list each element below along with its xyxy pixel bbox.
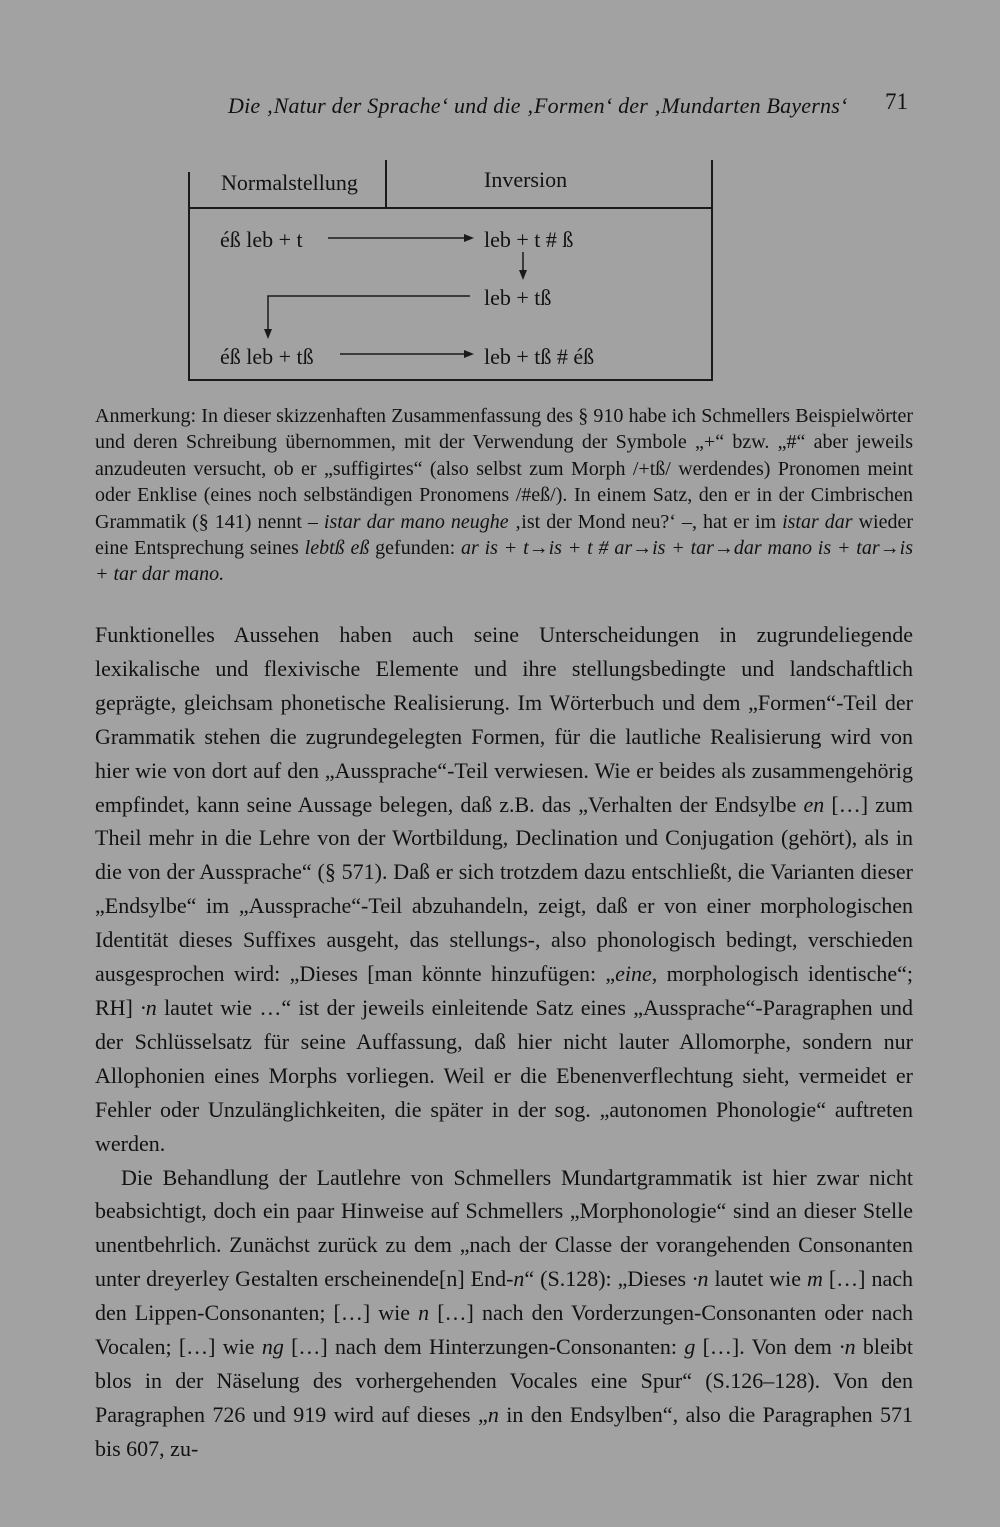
arrow-return-left xyxy=(264,296,470,339)
column-header-normalstellung: Normalstellung xyxy=(221,170,358,195)
italic-term: m xyxy=(807,1266,823,1292)
italic-term: n xyxy=(418,1300,430,1326)
paragraph-text: […] zum Theil mehr in die Lehre von der Wortbildung, Declination und Conjugation (gehört), als in die von der Aussprache“ (§ 571). Daß er sich trotzdem dazu entschließt, die Varianten dieser „Endsylbe“ im „Aussprache“-Teil abzuhandeln, zeigt, daß er von einer morphologischen Identität dieses Suffixes ausgeht, das stellungs-, also phonologisch bedingt, verschieden ausgesprochen wird: „Dieses [man könnte hinzufügen: „ xyxy=(95,791,914,987)
note-text: wieder eine Entsprechung seines xyxy=(95,510,914,560)
paragraph-text: Funktionelles Aussehen haben auch seine Unterscheidungen in zugrundeliegende lexikalische und flexivische Elemente und ihre stellungsbedingte und landschaftlich geprägte, gleichsam phonetische Realisierung. Im Wörterbuch und dem „Formen“-Teil der Grammatik stehen die zugrundegelegten Formen, für die lautliche Realisierung wird von hier wie von dort auf den „Aussprache“-Teil verwiesen. Wie er beides als zusammengehörig empfindet, kann seine Aussage belegen, daß z.B. das „Verhalten der Endsylbe xyxy=(95,622,913,817)
paragraph-text: lautet wie …“ ist der jeweils einleitende Satz eines „Aussprache“-Paragraphen und der Schlüsselsatz für seine Auffassung, daß hier nicht lauter Allomorphe, sondern nur Allophonien eines Morphs vorliegen. Weil er die Ebenenverflechtung sieht, vermeidet er Fehler oder Unzulänglichkeiten, die später in der sog. „autonomen Phonologie“ auftreten werden. xyxy=(95,994,914,1156)
paragraph-text: […] nach den Lippen-Consonanten; […] wie xyxy=(95,1266,913,1326)
paragraph-text: […]. Von dem xyxy=(695,1334,840,1360)
paragraph-text: Die Behandlung der Lautlehre von Schmellers Mundartgrammatik ist hier zwar nicht beabsichtigt, doch ein paar Hinweise auf Schmellers „Morphonologie“ sind an dieser Stelle unentbehrlich. Zunächst zurück zu dem „nach der Classe der vorangehenden Consonanten unter dreyerley Gestalten erscheinende[n] End- xyxy=(95,1164,913,1292)
row2-right-form: leb + tß xyxy=(484,285,552,310)
footnote-anmerkung xyxy=(95,403,913,588)
note-label: Anmerkung xyxy=(95,405,191,427)
paragraph-2 xyxy=(95,1161,913,1466)
note-example: ar is + t→is + t # ar→is + tar→dar mano is + tar→is + tar dar mano. xyxy=(95,537,913,586)
note-example: istar dar mano neughe xyxy=(323,510,509,533)
paragraph-text: bleibt blos in der Näselung des vorhergehenden Vocales eine Spur“ (S.126–128). Von den Paragraphen 726 und 919 wird auf dieses „ xyxy=(95,1334,914,1427)
italic-term: eine, xyxy=(615,961,658,987)
italic-term: en xyxy=(803,791,825,817)
italic-term: n xyxy=(487,1401,499,1427)
italic-term: ·n xyxy=(140,994,157,1020)
paragraph-text: […] nach den Vorderzungen-Consonanten oder nach Vocalen; […] wie xyxy=(95,1300,913,1360)
page-number: 71 xyxy=(885,89,908,114)
header-title: Die ‚Natur der Sprache‘ und die ‚Formen‘ der ‚Mundarten Bayerns‘ xyxy=(228,93,848,118)
note-text: gefunden: xyxy=(369,537,461,560)
row3-right-form: leb + tß # éß xyxy=(484,344,595,369)
arrow-down-inversion xyxy=(519,252,527,280)
italic-term: ·n xyxy=(691,1266,709,1292)
note-text: : In dieser skizzenhaften Zusammenfassung des § 910 habe ich Schmellers Beispielwörter und deren Schreibung übernommen, mit der Verwendung der Symbole „+“ bzw. „#“ aber jeweils anzudeuten versucht, ob er „suffigirtes“ (also selbst zum Morph /+tß/ werdendes) Pronomen meint oder Enklise (eines noch selbständigen Pronomens /#eß/). In einem Satz, den er in der Cimbrischen Grammatik (§ 141) nennt – xyxy=(95,405,913,533)
italic-term: n xyxy=(513,1266,525,1292)
paragraph-text: […] nach dem Hinterzungen-Consonanten: xyxy=(283,1334,685,1360)
row1-left-form: éß leb + t xyxy=(220,227,303,252)
paragraph-text: “ (S.128): „Dieses xyxy=(524,1266,692,1292)
inversion-diagram xyxy=(0,0,1000,400)
arrow-row3 xyxy=(340,350,474,358)
column-header-inversion: Inversion xyxy=(484,167,568,192)
paragraph-text: morphologisch identische“; RH] xyxy=(95,961,913,1020)
italic-term: ·n xyxy=(839,1334,856,1360)
italic-term: g xyxy=(684,1334,696,1360)
paragraph-text: lautet wie xyxy=(708,1266,807,1292)
arrow-row1 xyxy=(328,234,474,242)
body-text xyxy=(95,618,913,1466)
note-example: lebtß eß xyxy=(304,537,370,560)
note-example: istar dar xyxy=(782,510,853,533)
paragraph-text: in den Endsylben“, also die Paragraphen 571 bis 607, zu- xyxy=(95,1401,913,1461)
row1-right-form: leb + t # ß xyxy=(484,227,574,252)
diagram-arrows xyxy=(0,0,1000,400)
note-text: ‚ist der Mond neu?‘ –, hat er im xyxy=(508,510,783,533)
row3-left-form: éß leb + tß xyxy=(220,344,314,369)
italic-term: ng xyxy=(261,1334,284,1360)
paragraph-1 xyxy=(95,618,913,1161)
